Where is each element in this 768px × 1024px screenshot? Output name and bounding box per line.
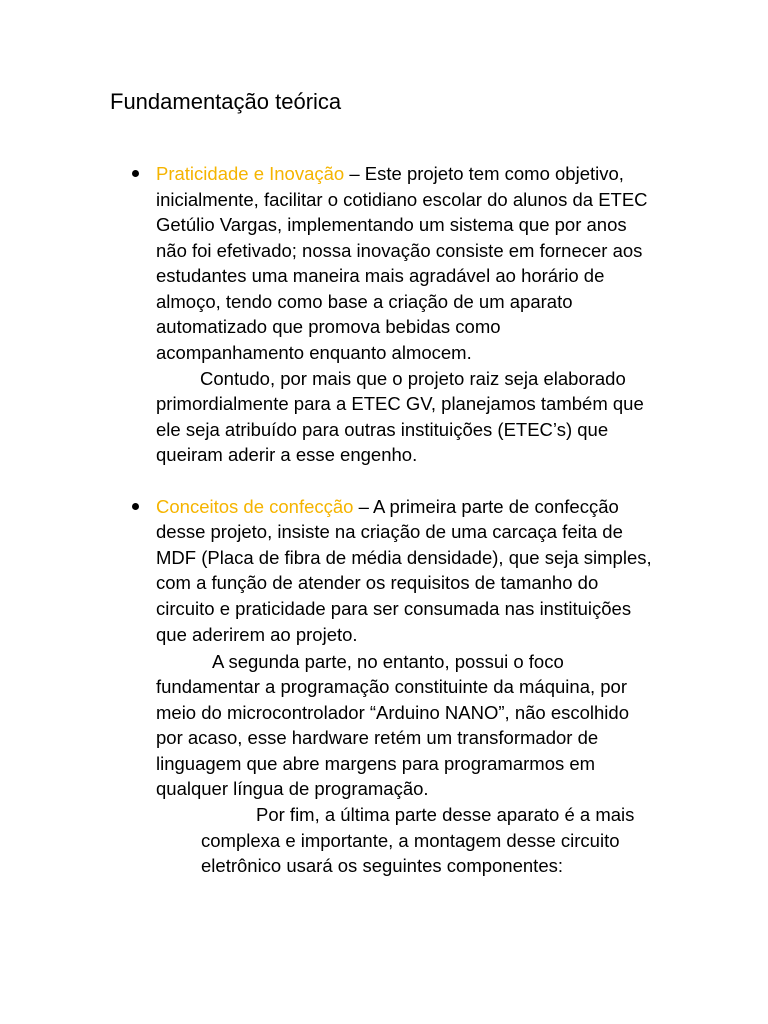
- body-line: A segunda parte, no entanto, possui o foco: [212, 651, 564, 672]
- body-line: acompanhamento enquanto almocem.: [156, 342, 472, 363]
- body-line: complexa e importante, a montagem desse circuito: [201, 830, 620, 851]
- bullet-icon: [132, 503, 139, 510]
- body-line: meio do microcontrolador “Arduino NANO”, não escolhido: [156, 702, 629, 723]
- section-first-line-text: – A primeira parte de confecção: [353, 496, 619, 517]
- body-line: Getúlio Vargas, implementando um sistema que por anos: [156, 214, 627, 235]
- section-heading: Conceitos de confecção: [156, 496, 354, 517]
- body-line: fundamentar a programação constituinte da máquina, por: [156, 676, 628, 697]
- section-first-line: [156, 494, 619, 520]
- body-line: ele seja atribuído para outras instituições (ETEC’s) que: [156, 419, 609, 440]
- body-line: por acaso, esse hardware retém um transformador de: [156, 727, 599, 748]
- body-line: linguagem que abre margens para programarmos em: [156, 753, 596, 774]
- body-line: desse projeto, insiste na criação de uma carcaça feita de: [156, 521, 623, 542]
- body-line: primordialmente para a ETEC GV, planejamos também que: [156, 393, 644, 414]
- body-line: qualquer língua de programação.: [156, 778, 429, 799]
- page-title: Fundamentação teórica: [110, 89, 342, 114]
- body-line: automatizado que promova bebidas como: [156, 316, 501, 337]
- body-line: não foi efetivado; nossa inovação consiste em fornecer aos: [156, 240, 643, 261]
- body-line: que aderirem ao projeto.: [156, 624, 358, 645]
- body-line: eletrônico usará os seguintes componentes:: [201, 855, 563, 876]
- section-first-line: [156, 161, 624, 187]
- body-line: Contudo, por mais que o projeto raiz seja elaborado: [200, 368, 626, 389]
- section-heading: Praticidade e Inovação: [156, 163, 345, 184]
- body-line: estudantes uma maneira mais agradável ao horário de: [156, 265, 605, 286]
- section-first-line-text: – Este projeto tem como objetivo,: [344, 163, 624, 184]
- bullet-icon: [132, 170, 139, 177]
- body-line: circuito e praticidade para ser consumada nas instituições: [156, 598, 632, 619]
- body-line: MDF (Placa de fibra de média densidade), que seja simples,: [156, 547, 652, 568]
- body-line: inicialmente, facilitar o cotidiano escolar do alunos da ETEC: [156, 189, 648, 210]
- body-line: Por fim, a última parte desse aparato é a mais: [256, 804, 635, 825]
- body-line: queiram aderir a esse engenho.: [156, 444, 418, 465]
- body-line: almoço, tendo como base a criação de um aparato: [156, 291, 573, 312]
- body-line: com a função de atender os requisitos de tamanho do: [156, 572, 599, 593]
